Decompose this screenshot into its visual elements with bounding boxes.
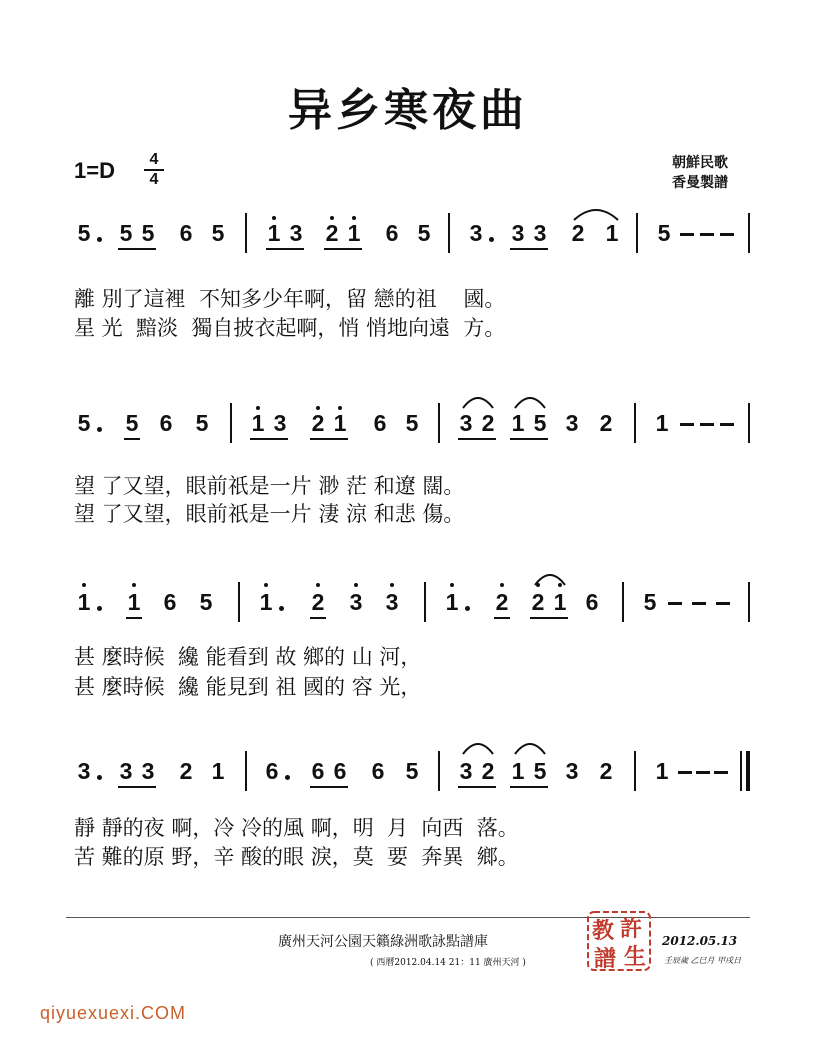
high-octave-dot bbox=[352, 216, 356, 220]
underline-beam bbox=[250, 438, 288, 440]
note: 5 bbox=[195, 410, 209, 436]
music-system-1 bbox=[0, 208, 816, 340]
note: 3 bbox=[565, 410, 579, 436]
note: 3 bbox=[141, 758, 155, 784]
note: 5 bbox=[125, 410, 139, 436]
barline bbox=[636, 213, 638, 253]
dash bbox=[714, 771, 728, 774]
note: 6 bbox=[179, 220, 193, 246]
augmentation-dot bbox=[279, 606, 284, 611]
footer-ganzhi: 壬辰歲 乙巳月 甲戌日 bbox=[664, 956, 742, 965]
barline bbox=[230, 403, 232, 443]
site-watermark: qiyuexuexi.COM bbox=[40, 1003, 187, 1023]
barline bbox=[238, 582, 240, 622]
note: 2 bbox=[325, 220, 339, 246]
seal-char: 許 bbox=[620, 916, 643, 942]
footer-date: 2012.05.13 bbox=[662, 934, 738, 948]
barline bbox=[448, 213, 450, 253]
underline-beam bbox=[310, 617, 326, 619]
dash bbox=[700, 233, 714, 236]
underline-beam bbox=[266, 248, 304, 250]
note: 5 bbox=[417, 220, 431, 246]
slur bbox=[460, 738, 496, 756]
barline bbox=[748, 403, 750, 443]
barline bbox=[424, 582, 426, 622]
slur bbox=[532, 569, 568, 587]
underline-beam bbox=[458, 438, 496, 440]
music-system-4 bbox=[0, 746, 816, 869]
note: 2 bbox=[311, 410, 325, 436]
note: 1 bbox=[445, 589, 459, 615]
note: 1 bbox=[511, 758, 525, 784]
lyric-line-1: 甚 麼時候 纔 能看到 故 鄉的 山 河， bbox=[74, 645, 422, 669]
augmentation-dot bbox=[97, 237, 102, 242]
note: 1 bbox=[511, 410, 525, 436]
note: 6 bbox=[159, 410, 173, 436]
underline-beam bbox=[126, 617, 142, 619]
lyric-line-2: 星 光 黯淡 獨自披衣起啊，悄 悄地向遠 方。 bbox=[74, 316, 506, 340]
underline-beam bbox=[510, 786, 548, 788]
note: 5 bbox=[405, 410, 419, 436]
barline bbox=[634, 403, 636, 443]
arranger-label: 香曼製譜 bbox=[672, 175, 728, 191]
lyric-line-2: 望 了又望，眼前祇是一片 淒 涼 和悲 傷。 bbox=[74, 502, 465, 526]
dash bbox=[692, 602, 706, 605]
note: 3 bbox=[289, 220, 303, 246]
barline bbox=[748, 213, 750, 253]
dash bbox=[678, 771, 692, 774]
key-signature: 1=D bbox=[74, 158, 115, 183]
note: 1 bbox=[655, 410, 669, 436]
note: 1 bbox=[655, 758, 669, 784]
note: 3 bbox=[349, 589, 363, 615]
underline-beam bbox=[510, 248, 548, 250]
dash bbox=[668, 602, 682, 605]
note: 5 bbox=[199, 589, 213, 615]
note: 2 bbox=[481, 410, 495, 436]
final-barline-thin bbox=[740, 751, 742, 791]
music-system-2 bbox=[0, 398, 816, 526]
note: 1 bbox=[77, 589, 91, 615]
high-octave-dot bbox=[272, 216, 276, 220]
augmentation-dot bbox=[97, 775, 102, 780]
note: 6 bbox=[333, 758, 347, 784]
music-system-3 bbox=[0, 577, 816, 699]
underline-beam bbox=[118, 786, 156, 788]
underline-beam bbox=[530, 617, 568, 619]
note: 2 bbox=[599, 410, 613, 436]
note: 5 bbox=[643, 589, 657, 615]
dash bbox=[716, 602, 730, 605]
time-signature bbox=[142, 152, 166, 188]
barline bbox=[438, 403, 440, 443]
seal-char: 生 bbox=[624, 944, 647, 970]
barline bbox=[245, 751, 247, 791]
slur bbox=[570, 204, 622, 222]
dash bbox=[696, 771, 710, 774]
high-octave-dot bbox=[338, 406, 342, 410]
underline-beam bbox=[310, 786, 348, 788]
time-signature-top: 4 bbox=[149, 151, 159, 168]
lyric-line-1: 望 了又望，眼前祇是一片 渺 茫 和遼 闊。 bbox=[74, 474, 465, 498]
note: 3 bbox=[565, 758, 579, 784]
red-seal-stamp bbox=[586, 910, 652, 972]
footer-note: ( 西曆2012.04.14 21：11 廣州天河 ) bbox=[370, 958, 526, 968]
note: 6 bbox=[265, 758, 279, 784]
dash bbox=[700, 423, 714, 426]
note: 5 bbox=[77, 220, 91, 246]
note: 1 bbox=[333, 410, 347, 436]
underline-beam bbox=[124, 438, 140, 440]
note: 5 bbox=[657, 220, 671, 246]
note: 2 bbox=[481, 758, 495, 784]
note: 1 bbox=[211, 758, 225, 784]
note: 3 bbox=[77, 758, 91, 784]
high-octave-dot bbox=[500, 583, 504, 587]
augmentation-dot bbox=[489, 237, 494, 242]
augmentation-dot bbox=[97, 427, 102, 432]
high-octave-dot bbox=[354, 583, 358, 587]
high-octave-dot bbox=[450, 583, 454, 587]
seal-char: 教 bbox=[592, 918, 615, 944]
slur bbox=[512, 392, 548, 410]
lyric-line-2: 甚 麼時候 纔 能見到 祖 國的 容 光， bbox=[74, 675, 422, 699]
note: 1 bbox=[553, 589, 567, 615]
time-signature-bottom: 4 bbox=[149, 171, 159, 188]
note: 2 bbox=[599, 758, 613, 784]
note: 3 bbox=[511, 220, 525, 246]
note: 5 bbox=[211, 220, 225, 246]
note: 6 bbox=[585, 589, 599, 615]
lyric-line-1: 離 別了這裡 不知多少年啊，留 戀的祖 國。 bbox=[74, 287, 506, 311]
underline-beam bbox=[494, 617, 510, 619]
barline bbox=[634, 751, 636, 791]
song-title: 异乡寒夜曲 bbox=[288, 85, 528, 136]
high-octave-dot bbox=[132, 583, 136, 587]
seal-char: 譜 bbox=[594, 946, 617, 972]
note: 5 bbox=[119, 220, 133, 246]
dash bbox=[680, 423, 694, 426]
note: 3 bbox=[459, 410, 473, 436]
lyric-line-2: 苦 難的原 野，辛 酸的眼 淚，莫 要 奔異 鄉。 bbox=[74, 845, 519, 869]
dash bbox=[720, 233, 734, 236]
note: 3 bbox=[469, 220, 483, 246]
note: 5 bbox=[533, 410, 547, 436]
note: 6 bbox=[163, 589, 177, 615]
note: 6 bbox=[373, 410, 387, 436]
note: 5 bbox=[141, 220, 155, 246]
note: 6 bbox=[371, 758, 385, 784]
lyric-line-1: 靜 靜的夜 啊，冷 冷的風 啊，明 月 向西 落。 bbox=[74, 816, 519, 840]
barline bbox=[438, 751, 440, 791]
note: 2 bbox=[179, 758, 193, 784]
high-octave-dot bbox=[82, 583, 86, 587]
note: 3 bbox=[273, 410, 287, 436]
footer-library: 廣州天河公園天籟綠洲歌詠點譜庫 bbox=[278, 934, 488, 950]
note: 1 bbox=[251, 410, 265, 436]
note: 3 bbox=[533, 220, 547, 246]
high-octave-dot bbox=[390, 583, 394, 587]
notation-row bbox=[0, 746, 816, 796]
high-octave-dot bbox=[316, 583, 320, 587]
note: 1 bbox=[127, 589, 141, 615]
note: 6 bbox=[311, 758, 325, 784]
barline bbox=[748, 582, 750, 622]
note: 1 bbox=[259, 589, 273, 615]
underline-beam bbox=[324, 248, 362, 250]
note: 3 bbox=[385, 589, 399, 615]
note: 2 bbox=[495, 589, 509, 615]
note: 1 bbox=[605, 220, 619, 246]
high-octave-dot bbox=[264, 583, 268, 587]
underline-beam bbox=[510, 438, 548, 440]
note: 5 bbox=[405, 758, 419, 784]
augmentation-dot bbox=[465, 606, 470, 611]
dash bbox=[680, 233, 694, 236]
note: 2 bbox=[571, 220, 585, 246]
underline-beam bbox=[458, 786, 496, 788]
barline bbox=[245, 213, 247, 253]
underline-beam bbox=[310, 438, 348, 440]
slur bbox=[512, 738, 548, 756]
high-octave-dot bbox=[330, 216, 334, 220]
note: 5 bbox=[77, 410, 91, 436]
note: 1 bbox=[347, 220, 361, 246]
dash bbox=[720, 423, 734, 426]
barline bbox=[622, 582, 624, 622]
high-octave-dot bbox=[316, 406, 320, 410]
augmentation-dot bbox=[285, 775, 290, 780]
origin-label: 朝鮮民歌 bbox=[672, 155, 728, 171]
note: 6 bbox=[385, 220, 399, 246]
note: 5 bbox=[533, 758, 547, 784]
note: 1 bbox=[267, 220, 281, 246]
note: 3 bbox=[119, 758, 133, 784]
underline-beam bbox=[118, 248, 156, 250]
note: 2 bbox=[531, 589, 545, 615]
note: 3 bbox=[459, 758, 473, 784]
augmentation-dot bbox=[97, 606, 102, 611]
high-octave-dot bbox=[256, 406, 260, 410]
notation-row bbox=[0, 577, 816, 627]
notation-row bbox=[0, 208, 816, 258]
slur bbox=[460, 392, 496, 410]
notation-row bbox=[0, 398, 816, 448]
note: 2 bbox=[311, 589, 325, 615]
final-barline-thick bbox=[746, 751, 750, 791]
